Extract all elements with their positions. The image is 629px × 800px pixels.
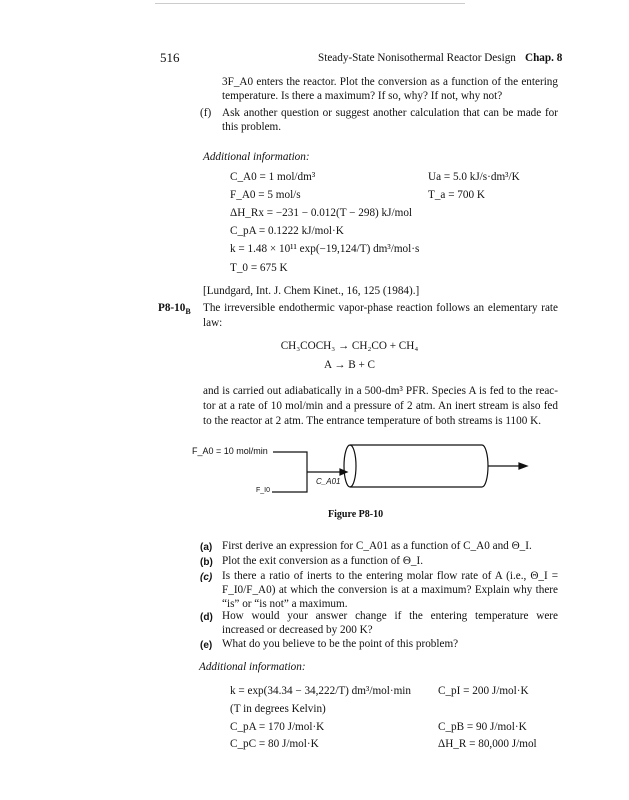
part-c-text: “is” or “is not” a maximum. bbox=[222, 598, 348, 610]
part-label: (b) bbox=[200, 557, 213, 568]
info-k: k = exp(34.34 − 34,222/T) dm³/mol·min bbox=[230, 685, 411, 697]
info-ta: T_a = 700 K bbox=[428, 189, 485, 201]
part-e-text: What do you believe to be the point of this problem? bbox=[222, 638, 459, 650]
info-k: k = 1.48 × 10¹¹ exp(−19,124/T) dm³/mol·s bbox=[230, 243, 420, 255]
problem-body: and is carried out adiabatically in a 500-dm³ PFR. Species A is fed to the reac- bbox=[203, 385, 558, 397]
label-fa0: F_A0 = 10 mol/min bbox=[192, 446, 268, 456]
pfr-tube bbox=[350, 445, 488, 487]
chapter-label: Chap. 8 bbox=[525, 52, 563, 64]
part-c-text: F_I0/F_A0) at which the conversion is at a maximum? Explain why there bbox=[222, 584, 558, 596]
citation: [Lundgard, Int. J. Chem Kinet., 16, 125 (1984).] bbox=[203, 285, 420, 297]
problem-intro: The irreversible endothermic vapor-phase reaction follows an elementary rate bbox=[203, 302, 558, 314]
part-label: (e) bbox=[200, 640, 213, 651]
additional-info-heading: Additional information: bbox=[199, 661, 306, 673]
running-title: Steady-State Nonisothermal Reactor Design bbox=[318, 52, 516, 64]
info-fa0: F_A0 = 5 mol/s bbox=[230, 189, 301, 201]
part-label: (c) bbox=[200, 572, 213, 583]
part-d-text: increased or decreased by 200 K? bbox=[222, 624, 373, 636]
info-cpb: C_pB = 90 J/mol·K bbox=[438, 721, 527, 733]
info-ca0: C_A0 = 1 mol/dm³ bbox=[230, 171, 316, 183]
info-cpc: C_pC = 80 J/mol·K bbox=[230, 738, 319, 750]
part-c-text: Is there a ratio of inerts to the entering molar flow rate of A (i.e., Θ_I = bbox=[222, 570, 558, 582]
info-dhr: ΔH_R = 80,000 J/mol bbox=[438, 738, 537, 750]
part-f-text: Ask another question or suggest another calculation that can be made for bbox=[222, 107, 558, 119]
info-ua: Ua = 5.0 kJ/s·dm³/K bbox=[428, 171, 520, 183]
additional-info-heading: Additional information: bbox=[203, 151, 310, 163]
page-number: 516 bbox=[160, 50, 180, 65]
info-cpi: C_pI = 200 J/mol·K bbox=[438, 685, 529, 697]
label-ca01: C_A01 bbox=[316, 477, 341, 486]
info-t0: T_0 = 675 K bbox=[230, 262, 288, 274]
feed-lines bbox=[272, 452, 307, 492]
problem-number: $P8-10_B$ bbox=[158, 302, 191, 317]
problem-body: tor at a rate of 10 mol/min and a pressure of 2 atm. An inert stream is also fed bbox=[203, 400, 558, 412]
part-e-continuation: temperature. Is there a maximum? If so, why? If not, why not? bbox=[222, 90, 503, 102]
part-e-continuation: 3F_A0 enters the reactor. Plot the conversion as a function of the entering bbox=[222, 76, 558, 88]
figure-caption: Figure P8-10 bbox=[328, 509, 384, 520]
pfr-inlet-face bbox=[344, 445, 356, 487]
part-label: (d) bbox=[200, 612, 213, 623]
reaction-equation: CH₃COCH₃ → CH₂CO + CH₄ bbox=[280, 340, 419, 352]
part-f-text: this problem. bbox=[222, 121, 282, 133]
part-label: (a) bbox=[200, 542, 213, 553]
problem-body: to the reactor at 2 atm. The entrance temperature of both streams is 1100 K. bbox=[203, 415, 541, 427]
part-a-text: First derive an expression for C_A01 as a function of C_A0 and Θ_I. bbox=[222, 540, 532, 552]
part-label: (f) bbox=[200, 107, 212, 119]
info-cpa: C_pA = 0.1222 kJ/mol·K bbox=[230, 225, 344, 237]
part-d-text: How would your answer change if the entering temperature were bbox=[222, 610, 558, 622]
part-b-text: Plot the exit conversion as a function of Θ_I. bbox=[222, 555, 424, 567]
label-fi0: F_I0 bbox=[256, 487, 271, 494]
problem-intro: law: bbox=[203, 317, 223, 329]
reaction-symbolic: A → B + C bbox=[323, 359, 376, 371]
info-cpa: C_pA = 170 J/mol·K bbox=[230, 721, 325, 733]
info-dhrx: ΔH_Rx = −231 − 0.012(T − 298) kJ/mol bbox=[230, 207, 413, 219]
info-t-note: (T in degrees Kelvin) bbox=[230, 703, 326, 715]
